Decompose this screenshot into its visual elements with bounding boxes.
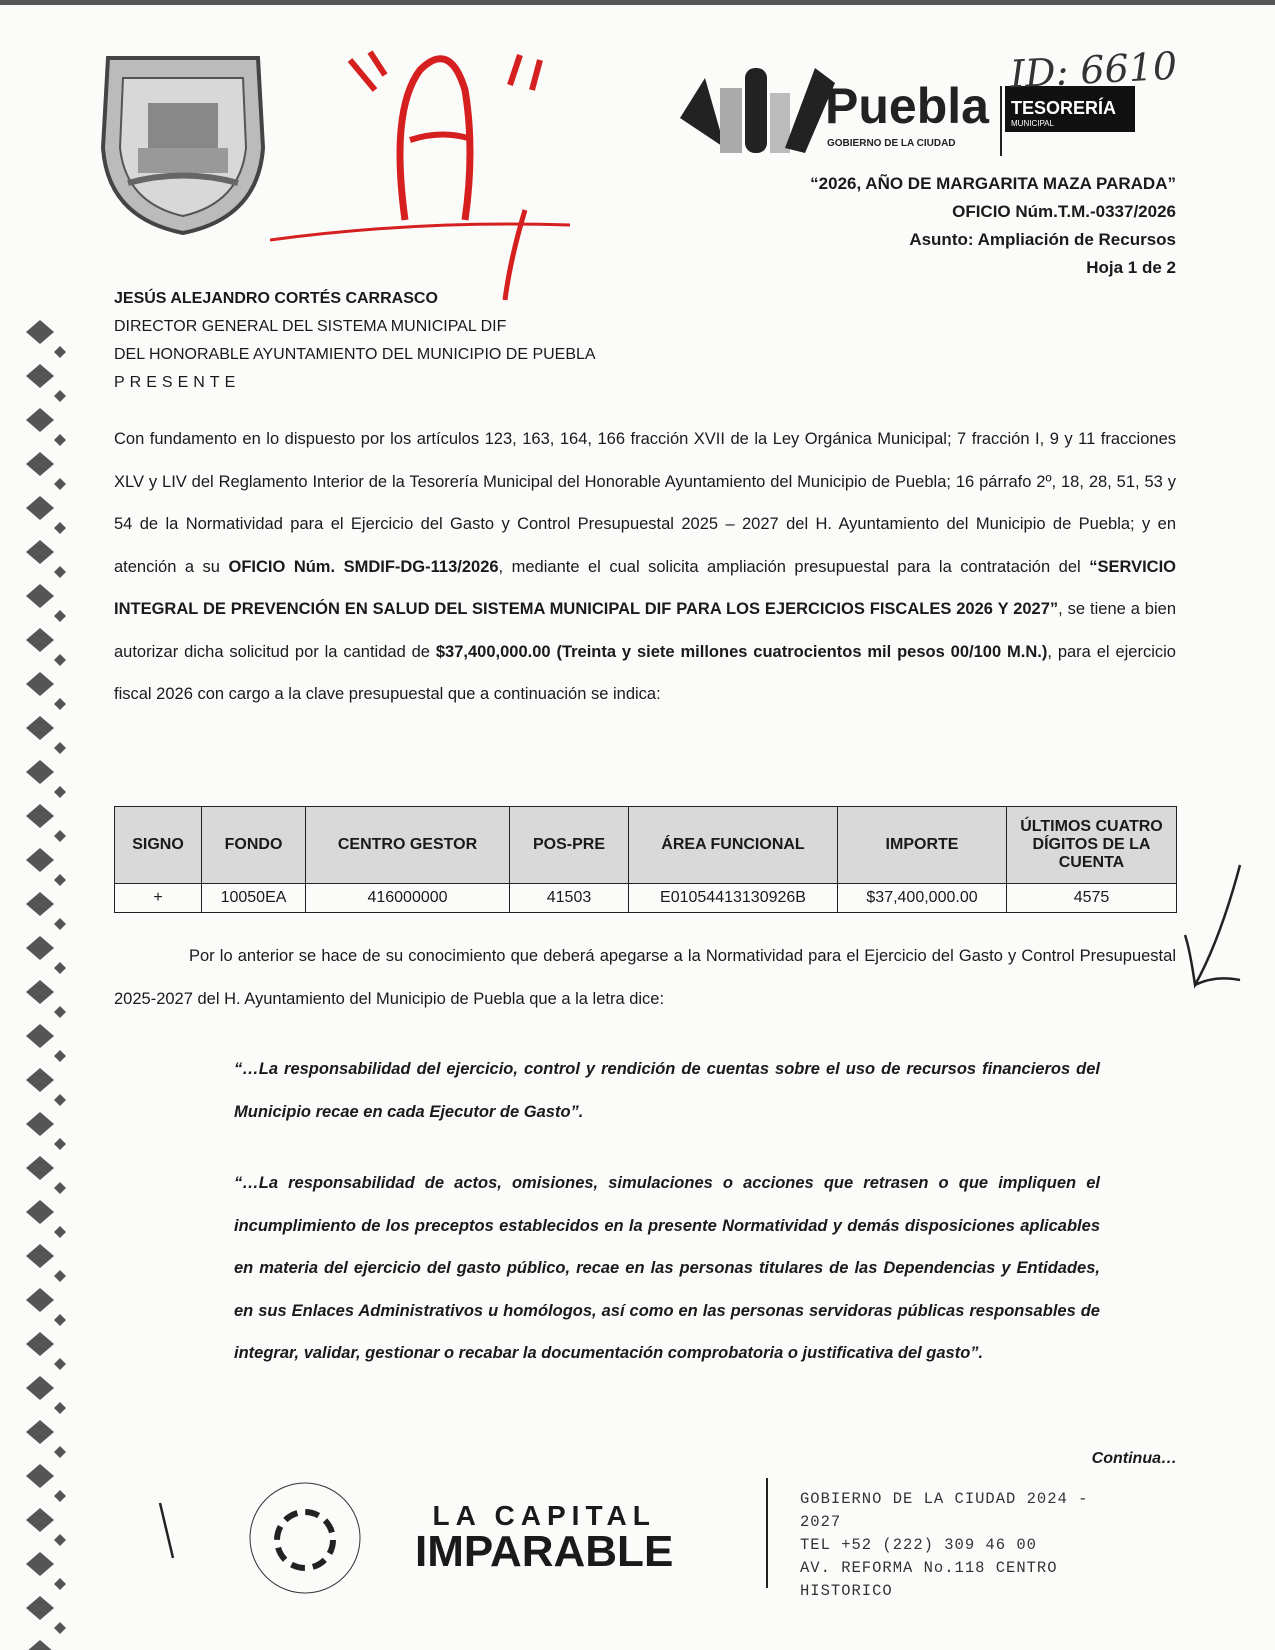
border-motif xyxy=(26,496,66,534)
addressee-name: JESÚS ALEJANDRO CORTÉS CARRASCO xyxy=(114,290,438,307)
border-motif xyxy=(26,1376,66,1414)
svg-text:Puebla: Puebla xyxy=(825,78,989,134)
border-motif xyxy=(26,1244,66,1282)
handwritten-red-mark xyxy=(270,30,590,310)
budget-table xyxy=(114,806,1177,913)
border-motif xyxy=(26,540,66,578)
addressee-block xyxy=(114,285,596,397)
footer-address xyxy=(800,1488,1088,1603)
border-motif xyxy=(26,1112,66,1150)
border-motif xyxy=(26,1640,66,1650)
page-count: Hoja 1 de 2 xyxy=(1086,258,1176,277)
svg-text:TESORERÍA: TESORERÍA xyxy=(1011,98,1117,118)
main-paragraph xyxy=(114,418,1176,716)
service-name: “SERVICIO INTEGRAL DE PREVENCIÓN EN SALUD DEL SISTEMA MUNICIPAL DIF PARA LOS EJERCICIOS FISCALES 2026 Y 2027” xyxy=(114,557,1176,618)
cell: 41503 xyxy=(510,884,629,913)
cell: E01054413130926B xyxy=(629,884,838,913)
border-motif xyxy=(26,1288,66,1326)
border-motif xyxy=(26,672,66,710)
border-motif xyxy=(26,1508,66,1546)
border-motif xyxy=(26,892,66,930)
cell: 10050EA xyxy=(202,884,306,913)
text: , se tiene a bien autorizar dicha solicitud por la cantidad de xyxy=(114,600,1177,661)
border-motif xyxy=(26,1068,66,1106)
col-importe: IMPORTE xyxy=(838,807,1007,884)
handwritten-initial xyxy=(1180,860,1250,1000)
text: , mediante el cual solicita ampliación presupuestal para la contratación del xyxy=(498,557,1090,576)
col-centro-gestor: CENTRO GESTOR xyxy=(306,807,510,884)
border-motif xyxy=(26,936,66,974)
border-motif xyxy=(26,1464,66,1502)
border-motif xyxy=(26,452,66,490)
cell: 4575 xyxy=(1007,884,1177,913)
cell: 416000000 xyxy=(306,884,510,913)
border-motif xyxy=(26,628,66,666)
table-header-row xyxy=(115,807,1177,884)
document-header xyxy=(810,170,1176,282)
address-line: AV. REFORMA No.118 CENTRO xyxy=(800,1559,1058,1577)
text: Con fundamento en lo dispuesto por los artículos 123, 163, 164, 166 fracción XVII de la Ley Orgánica Municipal; 7 fracción I, 9 y 11 fracciones XLV y LIV del Reglamento Interior de la Tesorería Municipal del Honorable Ayuntamiento del Municipio de Puebla; 16 párrafo 2º, 18, 28, 51, 53 y 54 de la Normatividad para el Ejercicio del Gasto y Control Presupuestal 2025 – 2027 del H. Ayuntamiento del Municipio de Puebla; y en atención a su xyxy=(114,430,1176,576)
slogan-line2: IMPARABLE xyxy=(415,1527,674,1576)
border-motif xyxy=(26,1200,66,1238)
footer-divider xyxy=(766,1478,768,1588)
svg-text:GOBIERNO DE LA CIUDAD: GOBIERNO DE LA CIUDAD xyxy=(827,138,956,149)
second-paragraph: Por lo anterior se hace de su conocimiento que deberá apegarse a la Normatividad para el Ejercicio del Gasto y Control Presupuestal 2025-2027 del H. Ayuntamiento del Municipio de Puebla que a la letra dice: xyxy=(114,947,1176,1008)
quote-1: “…La responsabilidad del ejercicio, control y rendición de cuentas sobre el uso de recursos financieros del Municipio recae en cada Ejecutor de Gasto”. xyxy=(234,1060,1100,1121)
norma-mexicana-seal xyxy=(245,1478,365,1598)
border-motif xyxy=(26,848,66,886)
border-motif xyxy=(26,364,66,402)
quote-2: “…La responsabilidad de actos, omisiones, simulaciones o acciones que retrasen o que impliquen el incumplimiento de los preceptos establecidos en la presente Normatividad y demás disposiciones aplicables en materia del ejercicio del gasto público, recae en las personas titulares de las Dependencias y Entidades, en sus Enlaces Administrativos u homólogos, así como en las personas servidoras públicas responsables de integrar, validar, gestionar o recabar la documentación comprobatoria o justificativa del gasto”. xyxy=(234,1174,1100,1362)
scan-edge xyxy=(0,0,1275,5)
border-motif xyxy=(26,1420,66,1458)
col-signo: SIGNO xyxy=(115,807,202,884)
border-motif xyxy=(26,716,66,754)
handwritten-id: ID: 6610 xyxy=(1008,43,1179,97)
border-motif xyxy=(26,1552,66,1590)
border-motif xyxy=(26,584,66,622)
table-row xyxy=(115,884,1177,913)
border-motif xyxy=(26,1156,66,1194)
municipal-seal-logo xyxy=(88,48,278,238)
border-motif xyxy=(26,1596,66,1634)
border-motif xyxy=(26,408,66,446)
continues-label: Continua… xyxy=(1091,1450,1177,1467)
border-motif xyxy=(26,1332,66,1370)
subject: Asunto: Ampliación de Recursos xyxy=(909,230,1176,249)
la-capital-imparable-logo xyxy=(415,1500,674,1576)
svg-text:MUNICIPAL: MUNICIPAL xyxy=(1011,119,1054,128)
border-motif xyxy=(26,980,66,1018)
address-line: HISTORICO xyxy=(800,1582,893,1600)
decorative-border-pattern xyxy=(20,320,80,1650)
border-motif xyxy=(26,320,66,358)
year-motto: “2026, AÑO DE MARGARITA MAZA PARADA” xyxy=(810,174,1176,193)
reference-oficio: OFICIO Núm. SMDIF-DG-113/2026 xyxy=(228,557,499,576)
handwritten-tick xyxy=(155,1498,185,1568)
slogan-line1: LA CAPITAL xyxy=(432,1500,656,1531)
oficio-number: OFICIO Núm.T.M.-0337/2026 xyxy=(952,202,1176,221)
col-cuenta: ÚLTIMOS CUATRO DÍGITOS DE LA CUENTA xyxy=(1007,807,1177,884)
cell: $37,400,000.00 xyxy=(838,884,1007,913)
addressee-org: DEL HONORABLE AYUNTAMIENTO DEL MUNICIPIO DE PUEBLA xyxy=(114,346,596,363)
presente: PRESENTE xyxy=(114,374,241,391)
col-pos-pre: POS-PRE xyxy=(510,807,629,884)
address-line: GOBIERNO DE LA CIUDAD 2024 - xyxy=(800,1490,1089,1508)
border-motif xyxy=(26,804,66,842)
addressee-title: DIRECTOR GENERAL DEL SISTEMA MUNICIPAL DIF xyxy=(114,318,507,335)
border-motif xyxy=(26,760,66,798)
address-line: 2027 xyxy=(800,1513,842,1531)
cell: + xyxy=(115,884,202,913)
col-fondo: FONDO xyxy=(202,807,306,884)
border-motif xyxy=(26,1024,66,1062)
amount: $37,400,000.00 (Treinta y siete millones cuatrocientos mil pesos 00/100 M.N.) xyxy=(435,642,1048,661)
phone: TEL +52 (222) 309 46 00 xyxy=(800,1536,1037,1554)
col-area-funcional: ÁREA FUNCIONAL xyxy=(629,807,838,884)
text: , para el ejercicio fiscal 2026 con cargo a la clave presupuestal que a continuación se indica: xyxy=(114,642,1176,703)
